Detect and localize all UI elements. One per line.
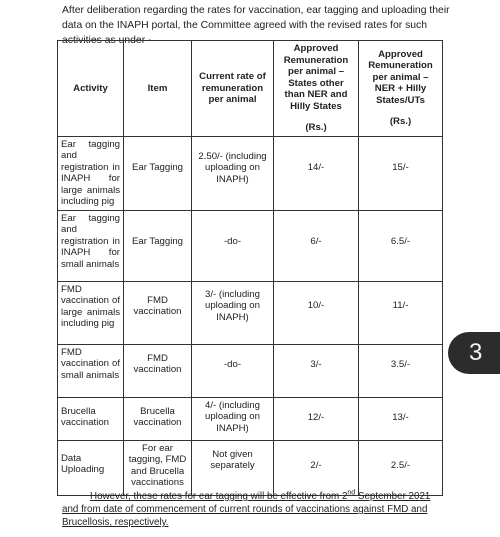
- footer-note: [62, 490, 442, 529]
- header-item: Item: [124, 41, 192, 137]
- cell-current-rate: 4/- (including uploading on INAPH): [192, 397, 274, 440]
- cell-approved-other: 14/-: [274, 136, 359, 210]
- footer-note-superscript: nd: [347, 489, 356, 497]
- table-row: [58, 440, 443, 495]
- remuneration-rates-table: [57, 40, 443, 496]
- header-current-rate: Current rate of remuneration per animal: [192, 41, 274, 137]
- cell-approved-ner: 3.5/-: [359, 344, 443, 397]
- table-row: [58, 344, 443, 397]
- cell-item: For ear tagging, FMD and Brucella vaccinations: [124, 440, 192, 495]
- cell-item: FMD vaccination: [124, 344, 192, 397]
- header-approved-other-label: Approved Remuneration per animal – States other than NER and Hilly States: [283, 43, 349, 112]
- table-row: [58, 210, 443, 281]
- cell-item: Brucella vaccination: [124, 397, 192, 440]
- table-row: [58, 136, 443, 210]
- cell-approved-ner: 13/-: [359, 397, 443, 440]
- header-unit-ner: (Rs.): [389, 116, 412, 128]
- cell-current-rate: 3/- (including uploading on INAPH): [192, 281, 274, 344]
- cell-item: Ear Tagging: [124, 136, 192, 210]
- footer-note-part2: September 2021 and from date of commencement of current rounds of vaccinations against FMD and Brucellosis, respectively.: [62, 491, 431, 528]
- intro-paragraph: After deliberation regarding the rates for vaccination, ear tagging and uploading their data on the INAPH portal, the Committee agreed with the revised rates for such activities as under -: [62, 5, 450, 46]
- cell-approved-other: 2/-: [274, 440, 359, 495]
- cell-activity: Data Uploading: [58, 440, 124, 495]
- table-header-row: [58, 41, 443, 137]
- cell-approved-other: 3/-: [274, 344, 359, 397]
- cell-current-rate: -do-: [192, 344, 274, 397]
- header-approved-ner-label: Approved Remuneration per animal – NER + Hilly States/UTs: [368, 48, 433, 106]
- cell-item: FMD vaccination: [124, 281, 192, 344]
- cell-approved-ner: 6.5/-: [359, 210, 443, 281]
- cell-current-rate: -do-: [192, 210, 274, 281]
- cell-activity: Ear tagging and registration in INAPH for large animals including pig: [58, 136, 124, 210]
- cell-approved-ner: 11/-: [359, 281, 443, 344]
- cell-activity: FMD vaccination of large animals including pig: [58, 281, 124, 344]
- footer-note-text: [62, 491, 430, 528]
- header-unit-other: (Rs.): [305, 122, 327, 133]
- cell-activity: FMD vaccination of small animals: [58, 344, 124, 397]
- cell-approved-other: 10/-: [274, 281, 359, 344]
- cell-item: Ear Tagging: [124, 210, 192, 281]
- header-approved-other-states: [274, 41, 359, 137]
- table-row: [58, 397, 443, 440]
- cell-approved-ner: 15/-: [359, 136, 443, 210]
- cell-current-rate: 2.50/- (including uploading on INAPH): [192, 136, 274, 210]
- cell-activity: Ear tagging and registration in INAPH for small animals: [58, 210, 124, 281]
- cell-approved-other: 12/-: [274, 397, 359, 440]
- cell-activity: Brucella vaccination: [58, 397, 124, 440]
- header-approved-ner: [359, 41, 443, 137]
- cell-approved-ner: 2.5/-: [359, 440, 443, 495]
- cell-current-rate: Not given separately: [192, 440, 274, 495]
- footer-note-part1: However, these rates for ear tagging will be effective from 2: [90, 491, 348, 502]
- page-number: 3: [469, 339, 483, 366]
- page-number-tab: [448, 332, 500, 374]
- table-row: [58, 281, 443, 344]
- cell-approved-other: 6/-: [274, 210, 359, 281]
- header-activity: Activity: [58, 41, 124, 137]
